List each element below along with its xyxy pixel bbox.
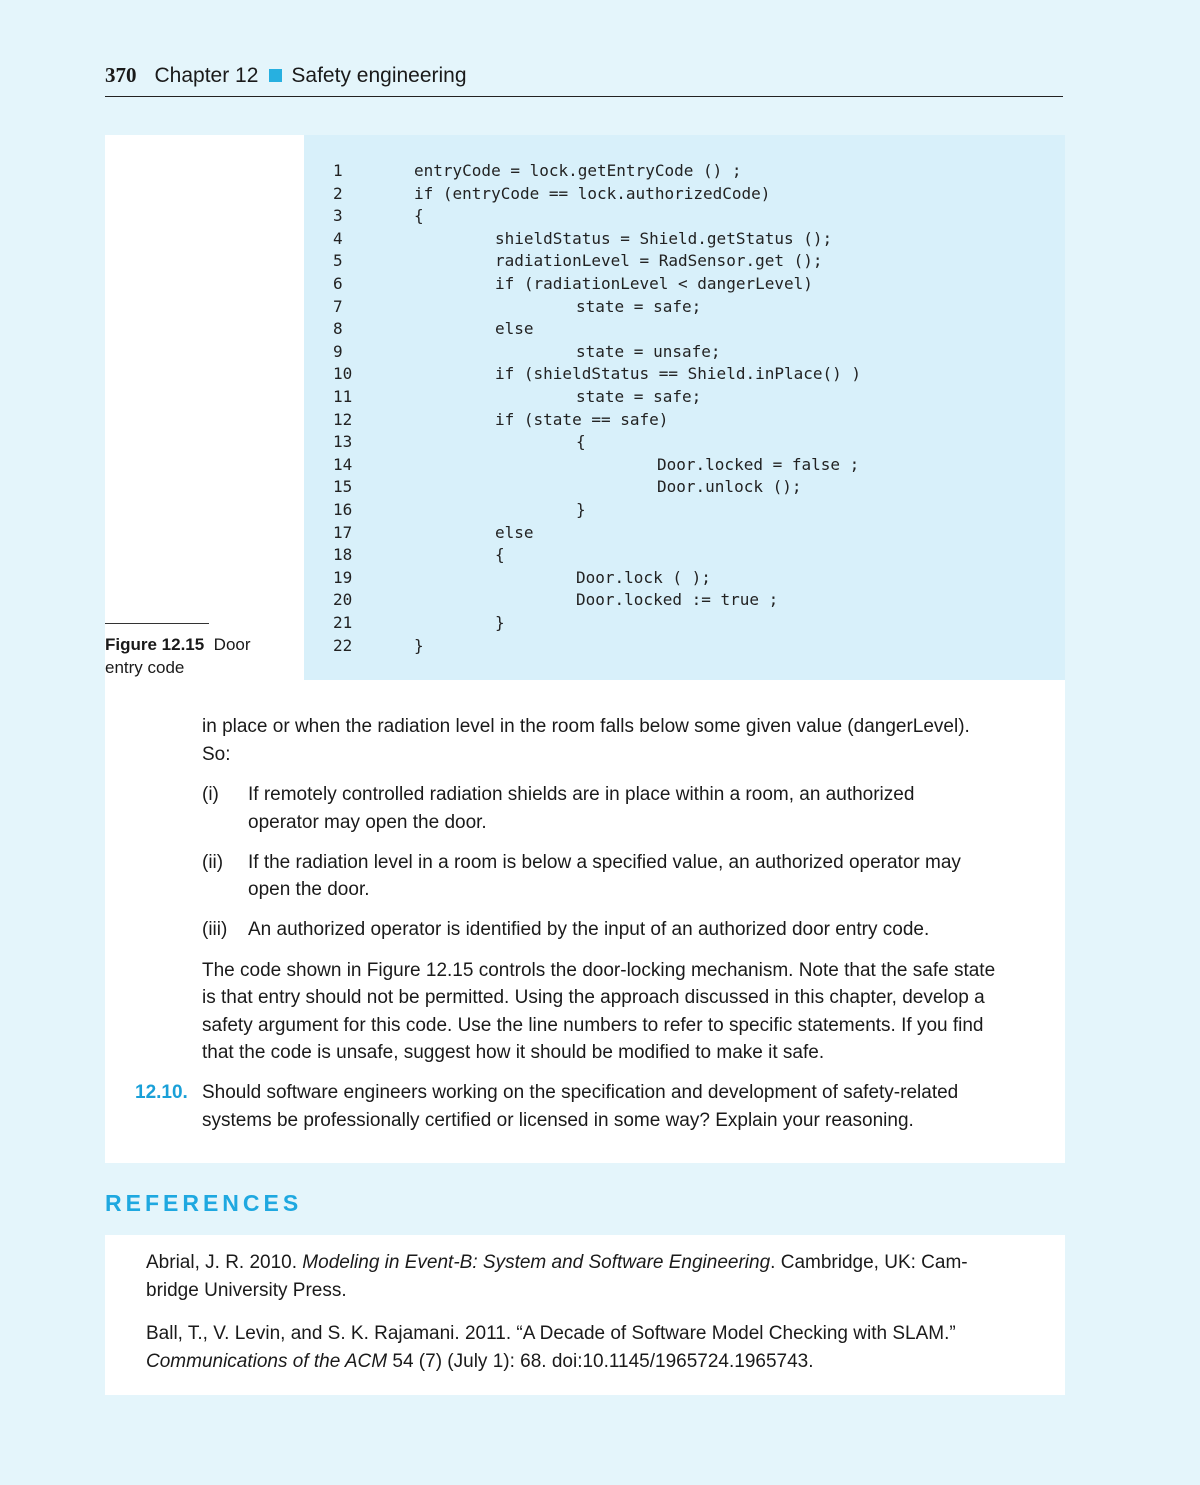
code-text: entryCode = lock.getEntryCode () ; <box>414 161 742 180</box>
figure-label: Figure 12.15 <box>105 635 205 654</box>
line-number: 11 <box>333 387 353 406</box>
line-number: 17 <box>333 522 353 542</box>
line-number: 13 <box>333 432 353 452</box>
reference-author: Ball, T., V. Levin, and S. K. Rajamani. 2011. “A Decade of Software Model Checking with SLAM.” <box>146 1323 956 1344</box>
code-text: if (radiationLevel < dangerLevel) <box>495 274 813 293</box>
line-number: 6 <box>333 274 343 293</box>
code-text: Door.unlock (); <box>657 477 802 497</box>
code-line <box>304 521 1065 544</box>
item-text: If remotely controlled radiation shields are in place within a room, an authorized <box>248 784 915 805</box>
reference-journal: Communications of the ACM <box>146 1351 388 1372</box>
line-number: 20 <box>333 590 353 610</box>
code-text: Door.locked := true ; <box>576 590 779 610</box>
line-number: 1 <box>333 161 343 180</box>
code-text: Door.locked = false ; <box>657 454 860 474</box>
code-line <box>304 385 1065 408</box>
code-line <box>304 566 1065 589</box>
code-line <box>304 362 1065 385</box>
code-text: state = safe; <box>576 387 702 406</box>
code-line <box>304 272 1065 295</box>
reference-entry <box>146 1320 1021 1376</box>
code-text: } <box>495 613 505 632</box>
intro-line: in place or when the radiation level in the room falls below some given value (dangerLevel). <box>202 716 970 737</box>
exercise-text: systems be professionally certified or licensed in some way? Explain your reasoning. <box>202 1110 914 1131</box>
line-number: 3 <box>333 206 343 226</box>
references-heading: REFERENCES <box>105 1190 303 1216</box>
code-text: else <box>495 522 534 542</box>
item-label: (ii) <box>202 852 224 873</box>
item-text: operator may open the door. <box>248 812 487 833</box>
body-paragraph-line: that the code is unsafe, suggest how it should be modified to make it safe. <box>202 1042 825 1063</box>
code-line <box>304 430 1065 453</box>
code-line <box>304 159 1065 182</box>
code-line <box>304 340 1065 363</box>
page-number: 370 <box>105 63 137 87</box>
code-text: Door.lock ( ); <box>576 567 711 587</box>
figure-caption <box>105 633 285 679</box>
code-text: else <box>495 319 534 339</box>
figure-caption-text: Door entry code <box>105 635 251 677</box>
code-text: shieldStatus = Shield.getStatus (); <box>495 228 833 248</box>
code-line <box>304 588 1065 611</box>
body-paragraph-line: safety argument for this code. Use the line numbers to refer to specific statements. If you find <box>202 1015 984 1036</box>
line-number: 18 <box>333 545 353 565</box>
code-text: { <box>495 545 505 565</box>
reference-entry <box>146 1249 1021 1305</box>
code-line <box>304 408 1065 431</box>
item-label: (i) <box>202 784 219 805</box>
line-number: 21 <box>333 613 353 632</box>
chapter-label: Chapter 12 <box>154 64 259 87</box>
code-line <box>304 249 1065 272</box>
code-line <box>304 204 1065 227</box>
code-text: state = safe; <box>576 296 702 316</box>
exercise-box <box>105 135 1065 1163</box>
code-text: } <box>576 500 586 519</box>
code-line <box>304 475 1065 498</box>
line-number: 4 <box>333 228 343 248</box>
square-bullet-icon <box>269 69 282 82</box>
intro-line: So: <box>202 744 231 765</box>
code-line <box>304 295 1065 318</box>
body-paragraph-line: is that entry should not be permitted. Using the approach discussed in this chapter, develop a <box>202 987 985 1008</box>
line-number: 16 <box>333 500 353 519</box>
code-line <box>304 317 1065 340</box>
line-number: 8 <box>333 319 343 339</box>
line-number: 15 <box>333 477 353 497</box>
code-line <box>304 543 1065 566</box>
exercise-number: 12.10. <box>135 1082 188 1103</box>
code-text: } <box>414 635 424 655</box>
line-number: 2 <box>333 183 343 203</box>
line-number: 19 <box>333 567 353 587</box>
code-line <box>304 611 1065 634</box>
line-number: 14 <box>333 454 353 474</box>
code-text: if (state == safe) <box>495 409 669 429</box>
code-text: { <box>576 432 586 452</box>
line-number: 7 <box>333 296 343 316</box>
code-line <box>304 182 1065 205</box>
reference-publisher: bridge University Press. <box>146 1280 347 1301</box>
page-header <box>105 60 1063 97</box>
item-text: If the radiation level in a room is below a specified value, an authorized operator may <box>248 852 961 873</box>
item-label: (iii) <box>202 919 228 940</box>
references-box <box>105 1235 1065 1395</box>
line-number: 9 <box>333 341 343 361</box>
code-text: { <box>414 206 424 226</box>
body-paragraph-line: The code shown in Figure 12.15 controls the door-locking mechanism. Note that the safe state <box>202 960 996 981</box>
code-line <box>304 453 1065 476</box>
reference-details: 54 (7) (July 1): 68. doi:10.1145/1965724.1965743. <box>387 1351 814 1372</box>
reference-author: Abrial, J. R. 2010. <box>146 1252 303 1273</box>
item-text: open the door. <box>248 879 370 900</box>
figure-rule <box>105 623 209 624</box>
code-text: if (entryCode == lock.authorizedCode) <box>414 183 771 203</box>
reference-title: Modeling in Event-B: System and Software Engineering <box>302 1252 771 1273</box>
code-text: state = unsafe; <box>576 341 721 361</box>
code-line <box>304 498 1065 521</box>
exercise-text: Should software engineers working on the specification and development of safety-related <box>202 1082 959 1103</box>
code-text: radiationLevel = RadSensor.get (); <box>495 251 823 271</box>
code-listing <box>304 135 1065 680</box>
chapter-title: Safety engineering <box>291 64 467 87</box>
line-number: 10 <box>333 364 353 384</box>
code-text: if (shieldStatus == Shield.inPlace() ) <box>495 364 862 384</box>
item-text: An authorized operator is identified by the input of an authorized door entry code. <box>248 919 930 940</box>
code-line <box>304 634 1065 657</box>
code-line <box>304 227 1065 250</box>
reference-publisher: . Cambridge, UK: Cam- <box>770 1252 968 1273</box>
line-number: 22 <box>333 635 353 655</box>
line-number: 12 <box>333 409 353 429</box>
line-number: 5 <box>333 251 343 271</box>
